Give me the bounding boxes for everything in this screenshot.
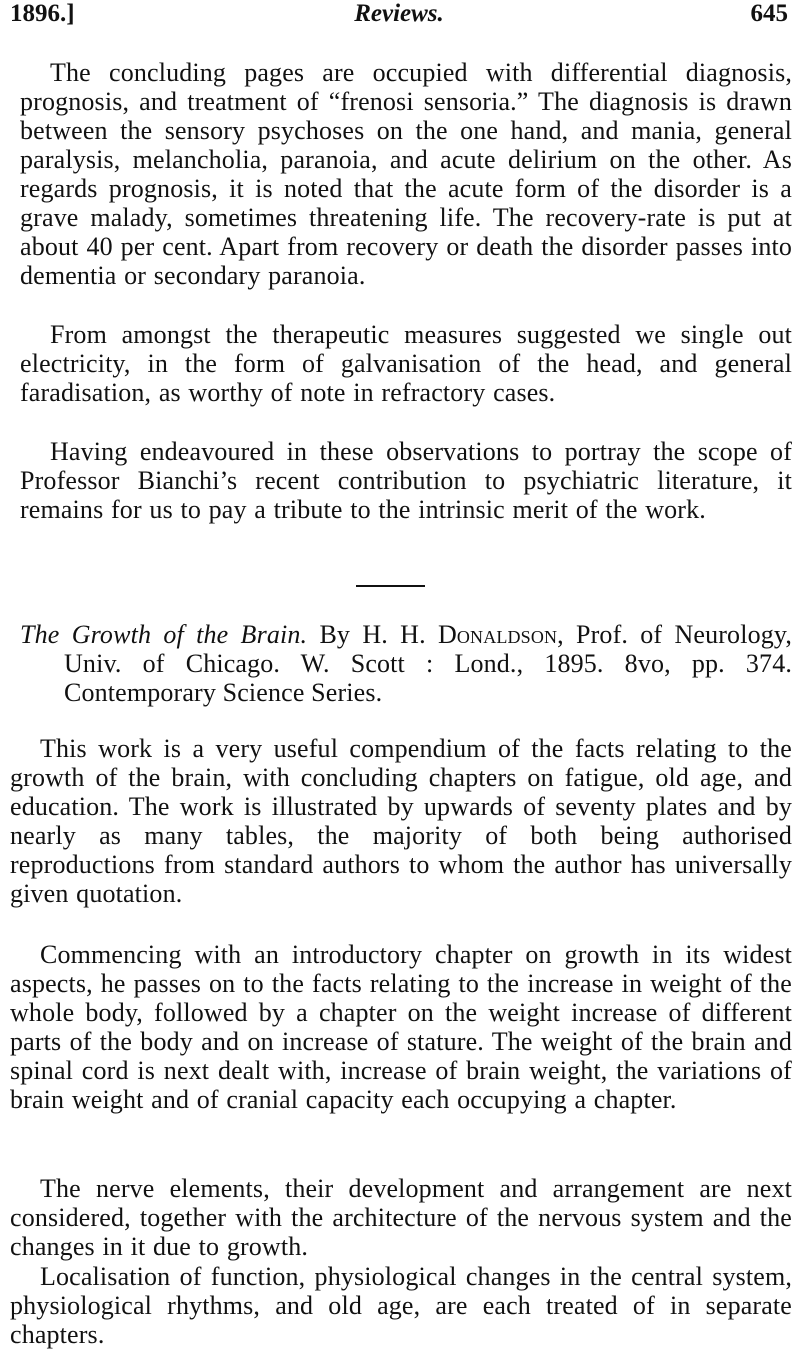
running-head [10, 0, 788, 36]
book-by: By H. H. [319, 620, 426, 649]
running-head-section: Reviews. [354, 0, 444, 27]
page-number: 645 [750, 0, 788, 27]
section-divider [356, 585, 425, 587]
review-paragraph-localisation: Localisation of function, physiological changes in the central system, physiological rhythms, and old age, are each treated of in separate chapters. [10, 1262, 792, 1349]
paragraph-therapeutics: From amongst the therapeutic measures suggested we single out electricity, in the form of galvanisation of the head, and general faradisation, as worthy of note in refractory cases. [20, 320, 792, 407]
book-title: The Growth of the Brain. [20, 620, 308, 649]
review-paragraph-growth: Commencing with an introductory chapter on growth in its widest aspects, he passes on to the facts relating to the increase in weight of the whole body, followed by a chapter on the weight increase of different parts of the body and on increase of stature. The weight of the brain and spinal cord is next dealt with, increase of brain weight, the variations of brain weight and of cranial capacity each occupying a chapter. [10, 940, 792, 1114]
paragraph-tribute: Having endeavoured in these observations to portray the scope of Professor Bianchi’s recent contribution to psychiatric literature, it remains for us to pay a tribute to the intrinsic merit of the work. [20, 437, 792, 524]
review-paragraph-compendium: This work is a very useful compendium of the facts relating to the growth of the brain, with concluding chapters on fatigue, old age, and education. The work is illustrated by upwards of seventy plates and by nearly as many tables, the majority of both being authorised reproductions from standard authors to whom the author has universally given quotation. [10, 734, 792, 908]
review-paragraph-nerve-elements: The nerve elements, their development and arrangement are next considered, together with the architecture of the nervous system and the changes in it due to growth. [10, 1174, 792, 1261]
review-entry-heading [20, 620, 792, 707]
running-head-year: 1896.] [10, 0, 75, 27]
paragraph-conclusion: The concluding pages are occupied with differential diagnosis, prognosis, and treatment of “frenosi sensoria.” The diagnosis is drawn between the sensory psychoses on the one hand, and mania, general paralysis, melancholia, paranoia, and acute delirium on the other. As regards prognosis, it is noted that the acute form of the disorder is a grave malady, sometimes threatening life. The recovery-rate is put at about 40 per cent. Apart from recovery or death the disorder passes into dementia or secondary paranoia. [20, 58, 792, 290]
book-author: Donaldson, [437, 620, 564, 649]
book-details: Prof. of Neurology, Univ. of Chicago. W. Scott : Lond., 1895. 8vo, pp. 374. Contemporary Science Series. [64, 620, 792, 707]
